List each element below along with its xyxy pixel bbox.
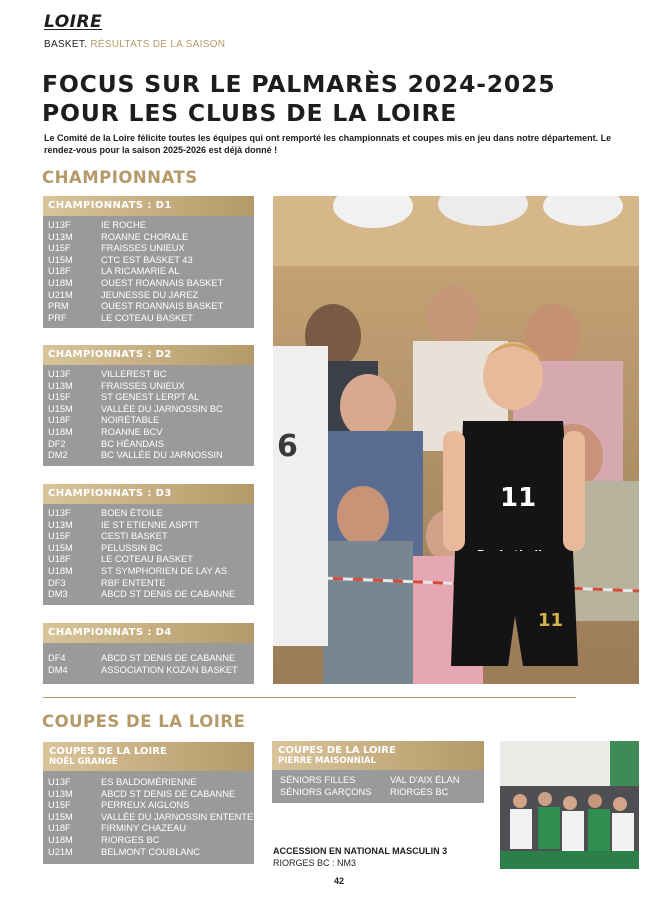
club-name: LA RICAMARIE AL	[101, 266, 180, 277]
category-label: U13F	[48, 777, 71, 787]
box-title	[43, 742, 254, 771]
championnats-d2-box	[43, 345, 254, 466]
category-label: U15M	[48, 542, 73, 553]
category-label: U21M	[48, 289, 73, 300]
box-subtitle: NOËL GRANGE	[49, 757, 118, 767]
result-row	[280, 775, 484, 787]
result-row	[48, 800, 254, 812]
result-row	[48, 665, 254, 677]
club-name: OUEST ROANNAIS BASKET	[101, 301, 224, 312]
category-label: SÉNIORS GARÇONS	[280, 786, 372, 797]
club-name: BOEN ÉTOILE	[101, 508, 163, 518]
result-row	[48, 578, 254, 590]
category-label: U15F	[48, 800, 71, 811]
club-name: IE ROCHE	[101, 220, 146, 230]
result-row	[48, 847, 254, 859]
category-label: U15F	[48, 531, 71, 542]
result-row	[48, 439, 254, 451]
club-name: VALLÉE DU JARNOSSIN ENTENTE	[101, 811, 254, 822]
result-row	[48, 812, 254, 824]
result-row	[48, 290, 254, 302]
coupe-noel-grange-box	[43, 742, 254, 864]
box-body	[43, 216, 254, 328]
category-label: SÉNIORS FILLES	[280, 775, 356, 785]
result-row	[48, 232, 254, 244]
category-label: U18M	[48, 565, 73, 576]
category-label: U13M	[48, 231, 73, 242]
basketball-player-photo	[273, 196, 639, 684]
result-row	[48, 508, 254, 520]
photo-illustration	[273, 196, 639, 684]
box-title-main: COUPES DE LA LOIRE	[49, 746, 167, 757]
club-name: NOIRÉTABLE	[101, 415, 160, 426]
club-name: BELMONT COUBLANC	[101, 846, 201, 857]
club-name: RBF ENTENTE	[101, 577, 166, 588]
category-label: U13F	[48, 508, 71, 518]
club-name: CESTI BASKET	[101, 531, 168, 542]
category-label: U13M	[48, 519, 73, 530]
page-title-line-1: FOCUS SUR LE PALMARÈS 2024-2025	[42, 70, 556, 98]
page-number: 42	[334, 876, 345, 886]
club-name: ROANNE BCV	[101, 426, 163, 437]
svg-text:11: 11	[538, 610, 564, 631]
result-row	[48, 531, 254, 543]
category-label: U18M	[48, 277, 73, 288]
club-name: LE COTEAU BASKET	[101, 554, 193, 565]
box-body	[43, 771, 254, 864]
category-label: U18F	[48, 415, 71, 426]
result-row	[48, 404, 254, 416]
box-title: CHAMPIONNATS : D2	[43, 345, 254, 365]
category-label: U18F	[48, 266, 71, 277]
accession-value: RIORGES BC : NM3	[273, 858, 357, 868]
club-name: ES BALDOMÉRIENNE	[101, 777, 197, 787]
box-subtitle: PIERRE MAISONNIAL	[278, 756, 376, 766]
club-name: ABCD ST DENIS DE CABANNE	[101, 653, 236, 663]
result-row	[48, 589, 254, 601]
box-body	[43, 643, 254, 684]
club-name: ST SYMPHORIEN DE LAY AS	[101, 565, 228, 576]
club-name: FRAISSES UNIEUX	[101, 243, 185, 254]
category-label: U15M	[48, 254, 73, 265]
club-name: FRAISSES UNIEUX	[101, 380, 185, 391]
championnats-d4-box	[43, 623, 254, 684]
result-row	[48, 653, 254, 665]
club-name: BC VALLÉE DU JARNOSSIN	[101, 450, 223, 461]
page-title	[42, 70, 555, 128]
result-row	[48, 266, 254, 278]
club-name: ST GENEST LERPT AL	[101, 392, 200, 403]
category-label: U18F	[48, 823, 71, 834]
club-name: ASSOCIATION KOZAN BASKET	[101, 664, 238, 675]
club-name: FIRMINY CHAZEAU	[101, 823, 187, 834]
result-row	[48, 823, 254, 835]
box-title	[272, 741, 484, 770]
category-label: DM2	[48, 450, 68, 461]
result-row	[48, 313, 254, 325]
result-row	[48, 450, 254, 462]
box-body	[272, 770, 484, 803]
result-row	[48, 220, 254, 232]
category-label: U21M	[48, 846, 73, 857]
club-name: ROANNE CHORALE	[101, 231, 189, 242]
club-name: PELUSSIN BC	[101, 542, 163, 553]
intro-paragraph: Le Comité de la Loire félicite toutes les équipes qui ont remporté les championnats et coupes mis en jeu dans notre département. Le rendez-vous pour la saison 2025-2026 est déjà donné !	[44, 133, 612, 155]
box-title: CHAMPIONNATS : D4	[43, 623, 254, 643]
result-row	[48, 255, 254, 267]
result-row	[48, 566, 254, 578]
category-label: U15F	[48, 392, 71, 403]
category-label: U15M	[48, 403, 73, 414]
category-label: DM4	[48, 664, 68, 675]
category-label: U13F	[48, 369, 71, 379]
club-name: VILLEREST BC	[101, 369, 167, 379]
club-name: BC HÉANDAIS	[101, 438, 165, 449]
jersey-number: 11	[500, 483, 537, 513]
photo-illustration	[500, 741, 639, 869]
box-title-main: COUPES DE LA LOIRE	[278, 745, 396, 756]
result-row	[48, 835, 254, 847]
page-title-line-2: POUR LES CLUBS DE LA LOIRE	[42, 99, 458, 127]
box-title: CHAMPIONNATS : D3	[43, 484, 254, 504]
breadcrumb	[44, 39, 225, 50]
club-name: LE COTEAU BASKET	[101, 312, 193, 323]
coupe-pierre-maisonnial-box	[272, 741, 484, 803]
championnats-d3-box	[43, 484, 254, 605]
svg-text:6: 6	[277, 429, 298, 464]
category-label: U18M	[48, 834, 73, 845]
club-name: CTC EST BASKET 43	[101, 254, 193, 265]
club-name: RIORGES BC	[101, 834, 160, 845]
result-row	[48, 392, 254, 404]
club-name: VALLÉE DU JARNOSSIN BC	[101, 403, 223, 414]
result-row	[48, 520, 254, 532]
club-name: IE ST ETIENNE ASPTT	[101, 519, 199, 530]
magazine-brand: LOIRE	[44, 12, 103, 32]
category-label: DF2	[48, 438, 66, 449]
result-row	[48, 543, 254, 555]
category-label: U13F	[48, 220, 71, 230]
category-label: PRF	[48, 312, 67, 323]
club-name: OUEST ROANNAIS BASKET	[101, 277, 224, 288]
category-label: PRM	[48, 301, 69, 312]
club-name: PERREUX AIGLONS	[101, 800, 190, 811]
breadcrumb-section: BASKET.	[44, 39, 88, 50]
result-row	[48, 278, 254, 290]
category-label: U15F	[48, 243, 71, 254]
championnats-d1-box	[43, 196, 254, 328]
result-row	[48, 381, 254, 393]
club-name: ABCD ST DENIS DE CABANNE	[101, 589, 236, 600]
result-row	[48, 427, 254, 439]
category-label: U15M	[48, 811, 73, 822]
team-celebration-photo	[500, 741, 639, 869]
club-name: RIORGES BC	[390, 786, 449, 797]
category-label: DF3	[48, 577, 66, 588]
coupes-heading: COUPES DE LA LOIRE	[42, 712, 246, 731]
result-row	[48, 789, 254, 801]
category-label: U18F	[48, 554, 71, 565]
club-name: VAL D'AIX ÉLAN	[390, 775, 460, 785]
accession-title: ACCESSION EN NATIONAL MASCULIN 3	[273, 846, 448, 856]
category-label: U13M	[48, 380, 73, 391]
result-row	[48, 554, 254, 566]
box-title: CHAMPIONNATS : D1	[43, 196, 254, 216]
championnats-heading: CHAMPIONNATS	[42, 168, 198, 187]
box-body	[43, 365, 254, 466]
result-row	[48, 243, 254, 255]
box-body	[43, 504, 254, 605]
category-label: U18M	[48, 426, 73, 437]
category-label: U13M	[48, 788, 73, 799]
result-row	[48, 301, 254, 313]
category-label: DM3	[48, 589, 68, 600]
result-row	[48, 777, 254, 789]
breadcrumb-subsection: RÉSULTATS DE LA SAISON	[90, 39, 226, 50]
result-row	[280, 787, 484, 799]
section-divider	[43, 697, 576, 698]
club-name: JEUNESSE DU JAREZ	[101, 289, 199, 300]
category-label: DF4	[48, 653, 66, 663]
result-row	[48, 369, 254, 381]
club-name: ABCD ST DENIS DE CABANNE	[101, 788, 236, 799]
result-row	[48, 415, 254, 427]
